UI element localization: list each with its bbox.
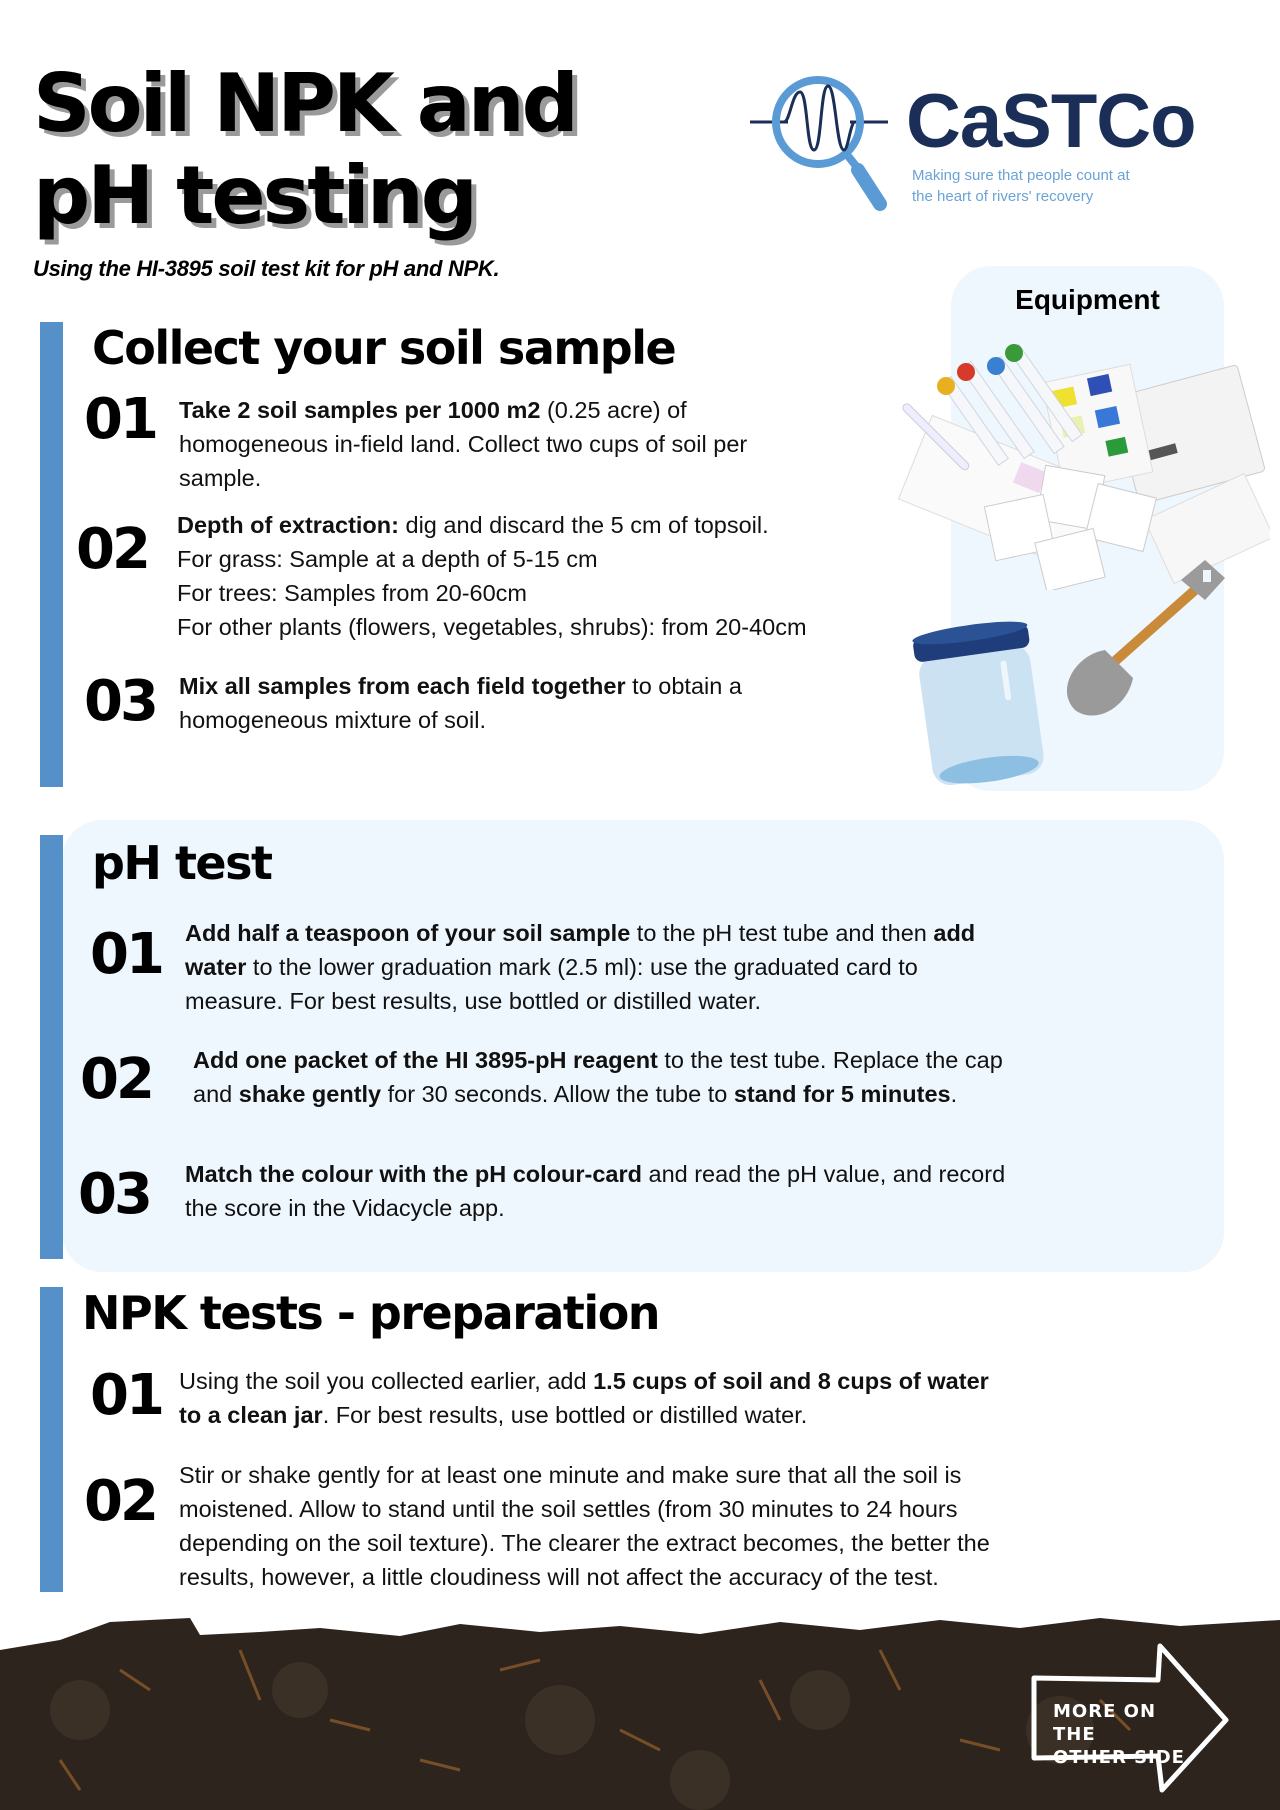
step-text xyxy=(179,1364,1079,1432)
equipment-title: Equipment xyxy=(1015,284,1160,315)
text-line: For trees: Samples from 20-60cm xyxy=(177,580,527,606)
more-line-2: OTHER SIDE xyxy=(1053,1747,1185,1768)
magnifier-wave-icon xyxy=(748,70,898,220)
text-line: the score in the Vidacycle app. xyxy=(185,1195,505,1221)
text-line: homogeneous in-field land. Collect two cups of soil per xyxy=(179,431,748,457)
section-accent-bar xyxy=(40,1287,63,1592)
step-number: 01 xyxy=(90,1363,162,1428)
text-line: results, however, a little cloudiness will not affect the accuracy of the test. xyxy=(179,1564,939,1590)
step-number: 02 xyxy=(80,1047,152,1112)
title-line-2: pH testing xyxy=(33,149,476,242)
step-number: 01 xyxy=(90,922,162,987)
shovel-image xyxy=(1055,560,1235,720)
jar-image xyxy=(912,620,1052,790)
step-text xyxy=(179,669,879,737)
logo-tagline xyxy=(912,165,1212,207)
step-number: 03 xyxy=(78,1162,150,1227)
text-line: measure. For best results, use bottled or distilled water. xyxy=(185,988,762,1014)
text-line: Mix all samples from each field together to obtain a xyxy=(179,673,742,699)
step-number: 03 xyxy=(84,669,156,734)
text-line: Add one packet of the HI 3895-pH reagent to the test tube. Replace the cap xyxy=(193,1047,1003,1073)
section-title-ph: pH test xyxy=(92,836,272,890)
step-number: 01 xyxy=(84,387,156,452)
step-text xyxy=(185,916,1085,1018)
text-line: Take 2 soil samples per 1000 m2 (0.25 acre) of xyxy=(179,397,687,423)
section-title-collect: Collect your soil sample xyxy=(92,321,676,375)
text-line: moistened. Allow to stand until the soil settles (from 30 minutes to 24 hours xyxy=(179,1496,958,1522)
section-accent-bar xyxy=(40,322,63,787)
page-subtitle: Using the HI-3895 soil test kit for pH and NPK. xyxy=(33,256,500,281)
step-number: 02 xyxy=(76,517,148,582)
text-line: Match the colour with the pH colour-card and read the pH value, and record xyxy=(185,1161,1006,1187)
text-line: and shake gently for 30 seconds. Allow the tube to stand for 5 minutes. xyxy=(193,1081,958,1107)
section-title-npk: NPK tests - preparation xyxy=(82,1286,660,1340)
text-line: For grass: Sample at a depth of 5-15 cm xyxy=(177,546,598,572)
text-line: homogeneous mixture of soil. xyxy=(179,707,486,733)
text-line: Depth of extraction: dig and discard the 5 cm of topsoil. xyxy=(177,512,769,538)
tagline-line-1: Making sure that people count at xyxy=(912,167,1130,184)
text-line: to a clean jar. For best results, use bottled or distilled water. xyxy=(179,1402,808,1428)
step-text xyxy=(179,393,819,495)
text-line: For other plants (flowers, vegetables, shrubs): from 20-40cm xyxy=(177,614,807,640)
step-text xyxy=(185,1157,1085,1225)
step-number: 02 xyxy=(84,1469,156,1534)
text-line: sample. xyxy=(179,465,262,491)
text-line: Using the soil you collected earlier, add 1.5 cups of soil and 8 cups of water xyxy=(179,1368,989,1394)
more-on-other-side-label xyxy=(1053,1700,1203,1769)
logo-wordmark: CaSTCo xyxy=(906,79,1196,164)
page-title xyxy=(33,58,576,242)
step-text xyxy=(193,1043,1093,1111)
step-text xyxy=(177,508,897,644)
tagline-line-2: the heart of rivers' recovery xyxy=(912,188,1094,205)
text-line: depending on the soil texture). The clearer the extract becomes, the better the xyxy=(179,1530,990,1556)
text-line: Stir or shake gently for at least one minute and make sure that all the soil is xyxy=(179,1462,962,1488)
more-line-1: MORE ON THE xyxy=(1053,1701,1157,1745)
text-line: Add half a teaspoon of your soil sample to the pH test tube and then add xyxy=(185,920,976,946)
step-text xyxy=(179,1458,1079,1594)
test-kit-image xyxy=(890,340,1270,590)
text-line: water to the lower graduation mark (2.5 ml): use the graduated card to xyxy=(185,954,918,980)
title-line-1: Soil NPK and xyxy=(33,57,576,150)
section-accent-bar xyxy=(40,835,63,1259)
castco-logo xyxy=(748,70,1228,220)
